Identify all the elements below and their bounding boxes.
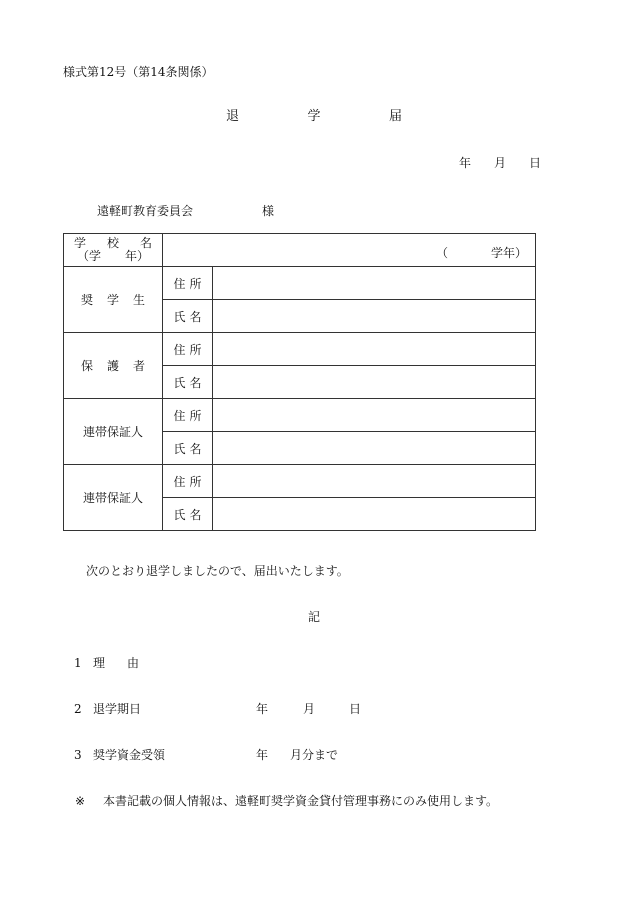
item2-day: 日 bbox=[349, 702, 362, 716]
role-joint-guarantor-2: 連帯保証人 bbox=[64, 465, 163, 531]
item1-char: 由 bbox=[126, 656, 139, 670]
date-month: 月 bbox=[493, 156, 506, 170]
guarantor1-address-field[interactable] bbox=[213, 399, 536, 432]
guardian-name-field[interactable] bbox=[213, 366, 536, 399]
ki-heading: 記 bbox=[308, 610, 321, 624]
school-label-char: 学 bbox=[74, 236, 87, 250]
name-label: 氏 名 bbox=[163, 498, 213, 531]
title-char-1: 退 bbox=[226, 109, 240, 124]
privacy-note: 本書記載の個人情報は、遠軽町奨学資金貸付管理事務にのみ使用します。 bbox=[103, 794, 499, 808]
guarantor1-name-field[interactable] bbox=[213, 432, 536, 465]
grade-label-close: 年） bbox=[124, 249, 149, 263]
item3-number: 3 bbox=[74, 748, 82, 762]
date-line bbox=[459, 157, 541, 169]
address-label: 住 所 bbox=[163, 399, 213, 432]
title-char-3: 届 bbox=[388, 109, 402, 124]
item3-label: 奨学資金受領 bbox=[93, 748, 166, 762]
name-label: 氏 名 bbox=[163, 300, 213, 333]
school-name-field[interactable] bbox=[163, 234, 536, 267]
item2-label: 退学期日 bbox=[93, 702, 142, 716]
grade-suffix: 学年） bbox=[490, 246, 527, 260]
address-label: 住 所 bbox=[163, 267, 213, 300]
addressee-suffix: 様 bbox=[262, 204, 275, 218]
addressee: 遠軽町教育委員会 bbox=[97, 204, 194, 218]
title-char-2: 学 bbox=[307, 109, 321, 124]
note-mark: ※ bbox=[75, 794, 86, 808]
item2-month: 月 bbox=[303, 702, 316, 716]
item3-year: 年 bbox=[256, 748, 269, 762]
item2-year: 年 bbox=[256, 702, 269, 716]
item3-month: 月分まで bbox=[290, 748, 339, 762]
document-title bbox=[226, 110, 402, 123]
guardian-address-field[interactable] bbox=[213, 333, 536, 366]
date-year: 年 bbox=[459, 156, 472, 170]
application-table bbox=[63, 233, 536, 531]
school-label-char: 校 bbox=[106, 236, 119, 250]
role-char: 者 bbox=[132, 359, 145, 373]
role-scholarship-student bbox=[64, 267, 163, 333]
address-label: 住 所 bbox=[163, 465, 213, 498]
grade-paren: （ bbox=[436, 246, 449, 260]
role-char: 保 bbox=[81, 359, 94, 373]
item2-number: 2 bbox=[74, 702, 82, 716]
item1-char: 理 bbox=[93, 656, 106, 670]
school-row bbox=[64, 234, 536, 267]
school-label-cell bbox=[64, 234, 163, 267]
guarantor2-address-field[interactable] bbox=[213, 465, 536, 498]
address-label: 住 所 bbox=[163, 333, 213, 366]
role-char: 奨 bbox=[81, 293, 94, 307]
guarantor2-name-field[interactable] bbox=[213, 498, 536, 531]
student-name-field[interactable] bbox=[213, 300, 536, 333]
form-number: 様式第12号（第14条関係） bbox=[63, 65, 214, 79]
role-char: 学 bbox=[106, 293, 119, 307]
item1-label bbox=[93, 657, 139, 669]
role-char: 生 bbox=[132, 293, 145, 307]
grade-label-open: （学 bbox=[77, 249, 102, 263]
school-label-char: 名 bbox=[139, 236, 152, 250]
item1-number: 1 bbox=[74, 656, 82, 670]
name-label: 氏 名 bbox=[163, 366, 213, 399]
role-joint-guarantor-1: 連帯保証人 bbox=[64, 399, 163, 465]
statement-text: 次のとおり退学しましたので、届出いたします。 bbox=[86, 564, 349, 578]
role-guardian bbox=[64, 333, 163, 399]
role-char: 護 bbox=[106, 359, 119, 373]
student-address-field[interactable] bbox=[213, 267, 536, 300]
date-day: 日 bbox=[528, 156, 541, 170]
name-label: 氏 名 bbox=[163, 432, 213, 465]
